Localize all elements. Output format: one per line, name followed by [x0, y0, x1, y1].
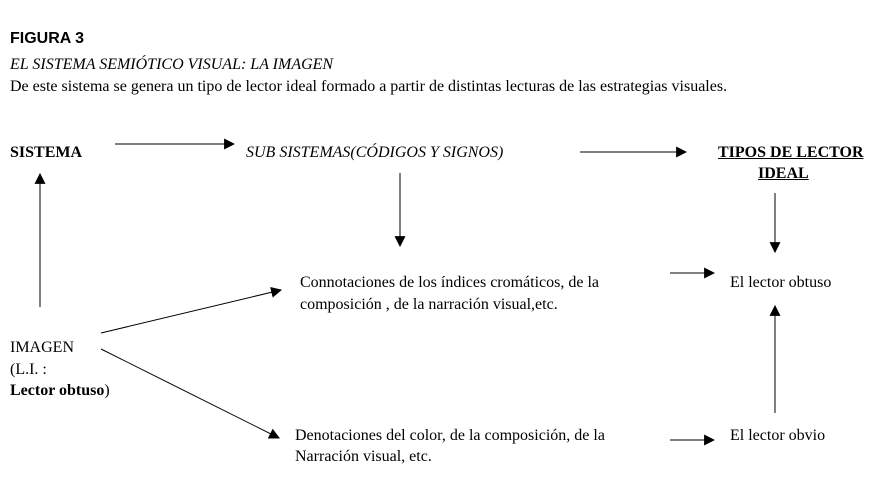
- arrow-imagen-to-denotaciones: [101, 349, 279, 438]
- figure-description: De este sistema se genera un tipo de lector ideal formado a partir de distintas lecturas de las estrategias visuales.: [10, 78, 728, 95]
- node-imagen-lector-obtuso: Lector obtuso: [10, 382, 105, 399]
- node-lector-obtuso: El lector obtuso: [730, 274, 832, 291]
- node-connotaciones-line2: composición , de la narración visual,etc.: [300, 296, 558, 313]
- node-lector-obvio: El lector obvio: [730, 427, 826, 444]
- node-imagen-paren: ): [104, 382, 110, 399]
- node-imagen-line1: IMAGEN: [10, 339, 74, 356]
- node-imagen-line2: (L.I. :: [10, 361, 47, 378]
- node-tipos-line2: IDEAL: [758, 165, 809, 182]
- node-connotaciones-line1: Connotaciones de los índices cromáticos, de la: [300, 274, 600, 291]
- node-denotaciones-line2: Narración visual, etc.: [295, 448, 432, 465]
- node-denotaciones-line1: Denotaciones del color, de la composición, de la: [295, 427, 605, 444]
- arrow-imagen-to-connotaciones: [101, 290, 281, 333]
- node-tipos-line1: TIPOS DE LECTOR: [718, 144, 864, 161]
- node-sistema: SISTEMA: [10, 144, 83, 161]
- node-sub-sistemas: SUB SISTEMAS(CÓDIGOS Y SIGNOS): [246, 144, 504, 161]
- figure-label: FIGURA 3: [10, 30, 85, 47]
- figure-subtitle: EL SISTEMA SEMIÓTICO VISUAL: LA IMAGEN: [10, 56, 334, 73]
